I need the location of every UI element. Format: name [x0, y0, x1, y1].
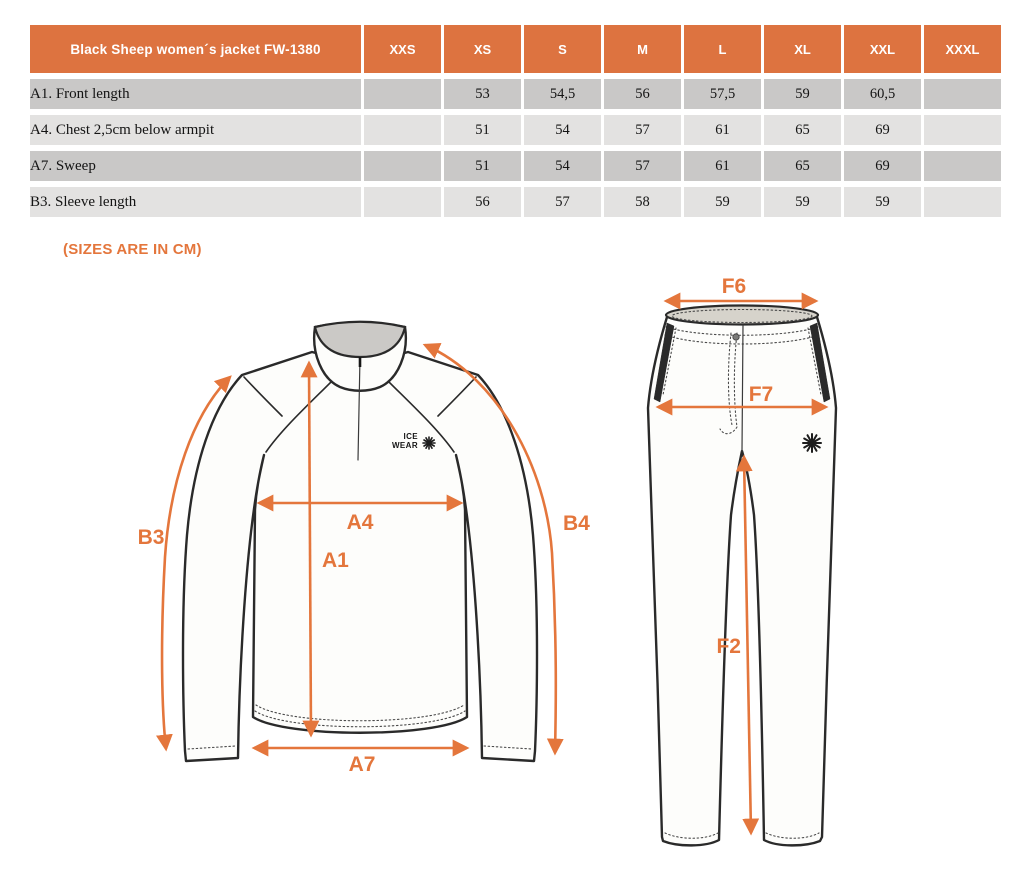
measurement-label: B3. Sleeve length [30, 187, 361, 217]
table-title: Black Sheep women´s jacket FW-1380 [30, 25, 361, 73]
size-column-header-s: S [524, 25, 601, 73]
size-value-cell: 51 [444, 151, 521, 181]
measurement-label: A4. Chest 2,5cm below armpit [30, 115, 361, 145]
jacket-outline [183, 352, 537, 761]
size-column-header-m: M [604, 25, 681, 73]
size-value-cell [364, 187, 441, 217]
size-value-cell [364, 151, 441, 181]
a7-measurement-label: A7 [348, 753, 376, 776]
size-value-cell: 57,5 [684, 79, 761, 109]
size-value-cell: 61 [684, 151, 761, 181]
size-value-cell: 65 [764, 151, 841, 181]
f2-measurement-arrow [744, 457, 751, 833]
sizes-in-cm-note: (SIZES ARE IN CM) [63, 241, 202, 258]
size-value-cell: 59 [764, 187, 841, 217]
size-value-cell [924, 115, 1001, 145]
table-row [30, 151, 1001, 181]
size-value-cell: 65 [764, 115, 841, 145]
pants-diagram [620, 275, 860, 865]
jacket-diagram [100, 305, 590, 780]
size-value-cell: 69 [844, 115, 921, 145]
size-value-cell [924, 79, 1001, 109]
size-value-cell: 57 [604, 151, 681, 181]
waist-opening [666, 306, 818, 325]
size-value-cell: 58 [604, 187, 681, 217]
size-value-cell: 54 [524, 115, 601, 145]
size-value-cell: 51 [444, 115, 521, 145]
f2-measurement-label: F2 [716, 635, 741, 658]
size-value-cell: 56 [604, 79, 681, 109]
size-value-cell: 59 [684, 187, 761, 217]
size-column-header-xxs: XXS [364, 25, 441, 73]
size-value-cell: 54,5 [524, 79, 601, 109]
size-value-cell: 60,5 [844, 79, 921, 109]
size-value-cell: 69 [844, 151, 921, 181]
b4-measurement-label: B4 [563, 512, 590, 535]
table-row [30, 187, 1001, 217]
size-value-cell: 59 [844, 187, 921, 217]
size-value-cell: 56 [444, 187, 521, 217]
size-column-header-l: L [684, 25, 761, 73]
b3-measurement-label: B3 [137, 526, 165, 549]
size-value-cell: 57 [524, 187, 601, 217]
f7-measurement-label: F7 [748, 383, 774, 406]
size-value-cell [924, 151, 1001, 181]
size-table [27, 19, 1004, 223]
logo-text-line1: ICE [403, 432, 418, 441]
size-column-header-xl: XL [764, 25, 841, 73]
measurement-label: A7. Sweep [30, 151, 361, 181]
size-value-cell [924, 187, 1001, 217]
f6-measurement-label: F6 [721, 275, 747, 298]
table-row [30, 79, 1001, 109]
size-value-cell [364, 79, 441, 109]
size-column-header-xxl: XXL [844, 25, 921, 73]
size-value-cell: 53 [444, 79, 521, 109]
size-value-cell: 59 [764, 79, 841, 109]
size-value-cell: 61 [684, 115, 761, 145]
table-row [30, 115, 1001, 145]
size-value-cell [364, 115, 441, 145]
size-value-cell: 54 [524, 151, 601, 181]
measurement-label: A1. Front length [30, 79, 361, 109]
logo-text-line2: WEAR [391, 441, 418, 450]
size-column-header-xs: XS [444, 25, 521, 73]
size-column-header-xxxl: XXXL [924, 25, 1001, 73]
waist-button [733, 334, 739, 340]
size-value-cell: 57 [604, 115, 681, 145]
table-header-row [30, 25, 1001, 73]
a4-measurement-label: A4 [346, 511, 374, 534]
a1-measurement-label: A1 [322, 549, 349, 572]
